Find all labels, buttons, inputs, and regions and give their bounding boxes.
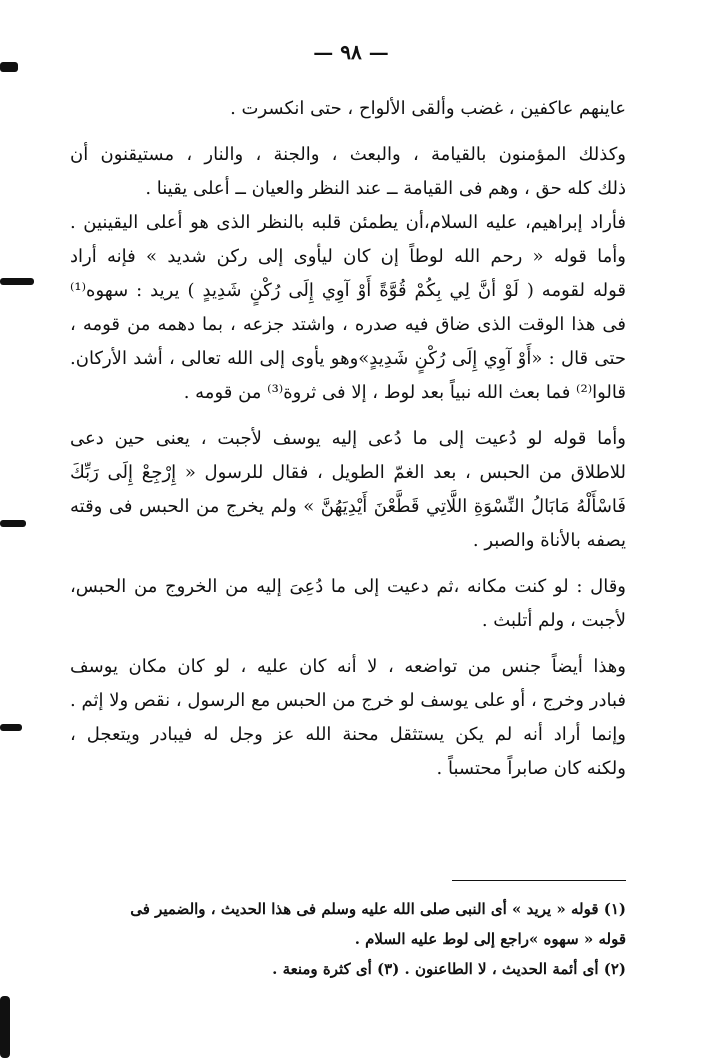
- text-line: وأما قوله لو دُعيت إلى ما دُعى إليه يوسف لأجبت ، يعنى حين دعى: [70, 428, 626, 449]
- margin-mark: [0, 724, 22, 731]
- footnotes: [70, 894, 626, 984]
- footnote-line: قوله « سهوه »راجع إلى لوط عليه السلام .: [354, 930, 626, 948]
- margin-mark: [0, 520, 26, 527]
- text-line: قالوا⁽²⁾ فما بعث الله نبياً بعد لوط ، إلا فى ثروة⁽³⁾ من قومه .: [183, 382, 626, 403]
- text-line: فبادر وخرج ، أو على يوسف لو خرج من الحبس مع الرسول ، نقص ولا إثم .: [70, 690, 626, 711]
- footnote-divider: [452, 880, 626, 881]
- main-text: [70, 92, 626, 786]
- text-line: وقال : لو كنت مكانه ،ثم دعيت إلى ما دُعِىَ إليه من الخروج من الحبس،: [70, 576, 626, 597]
- footnote-line: (٢) أى أئمة الحديث ، لا الطاعنون . (٣) أى كثرة ومنعة .: [272, 960, 626, 978]
- text-line: فى هذا الوقت الذى ضاق فيه صدره ، واشتد جزعه ، بما دهمه من قومه ،: [70, 314, 626, 335]
- text-line: فأراد إبراهيم، عليه السلام،أن يطمئن قلبه بالنظر الذى هو أعلى اليقينين .: [70, 212, 626, 233]
- margin-mark: [0, 996, 10, 1058]
- text-line: ذلك كله حق ، وهم فى القيامة ــ عند النظر والعيان ــ أعلى يقينا .: [145, 178, 626, 199]
- text-line: للاطلاق من الحبس ، بعد الغمّ الطويل ، فقال للرسول « إِرْجِعْ إِلَى رَبِّكَ: [70, 462, 626, 483]
- text-line: ولكنه كان صابراً محتسباً .: [436, 758, 626, 779]
- footnote-line: (١) قوله « يريد » أى النبى صلى الله عليه وسلم فى هذا الحديث ، والضمير فى: [130, 900, 626, 918]
- text-line: يصفه بالأناة والصبر .: [472, 530, 626, 551]
- text-line: وإنما أراد أنه لم يكن يستثقل محنة الله عز وجل له فيبادر ويتعجل ،: [70, 724, 626, 745]
- margin-mark: [0, 62, 18, 72]
- text-line: لأجبت ، ولم أتلبث .: [481, 610, 626, 631]
- text-line: فَاسْأَلْهُ مَابَالُ النِّسْوَةِ اللَّاتِي قَطَّعْنَ أَيْدِيَهُنَّ » ولم يخرج من الحبس فى وقته: [70, 496, 626, 517]
- margin-mark: [0, 278, 34, 285]
- page-number: — ٩٨ —: [313, 40, 389, 64]
- text-line: وأما قوله « رحم الله لوطاً إن كان ليأوى إلى ركن شديد » فإنه أراد: [70, 246, 626, 267]
- text-line: قوله لقومه ( لَوْ أنَّ لِي بِكُمْ قُوَّةً أَوْ آوِي إِلَى رُكْنٍ شَدِيدٍ ) يريد : سهوه⁽¹⁾: [70, 280, 626, 301]
- text-line: وهذا أيضاً جنس من تواضعه ، لا أنه كان عليه ، لو كان مكان يوسف: [70, 656, 626, 677]
- text-line: وكذلك المؤمنون بالقيامة ، والبعث ، والجنة ، والنار ، مستيقنون أن: [70, 144, 626, 165]
- text-line: حتى قال : «أَوْ آوِي إِلَى رُكْنٍ شَدِيدٍ»وهو يأوى إلى الله تعالى ، أشد الأركان.: [70, 348, 626, 369]
- text-line: عاينهم عاكفين ، غضب وألقى الألواح ، حتى انكسرت .: [230, 98, 626, 119]
